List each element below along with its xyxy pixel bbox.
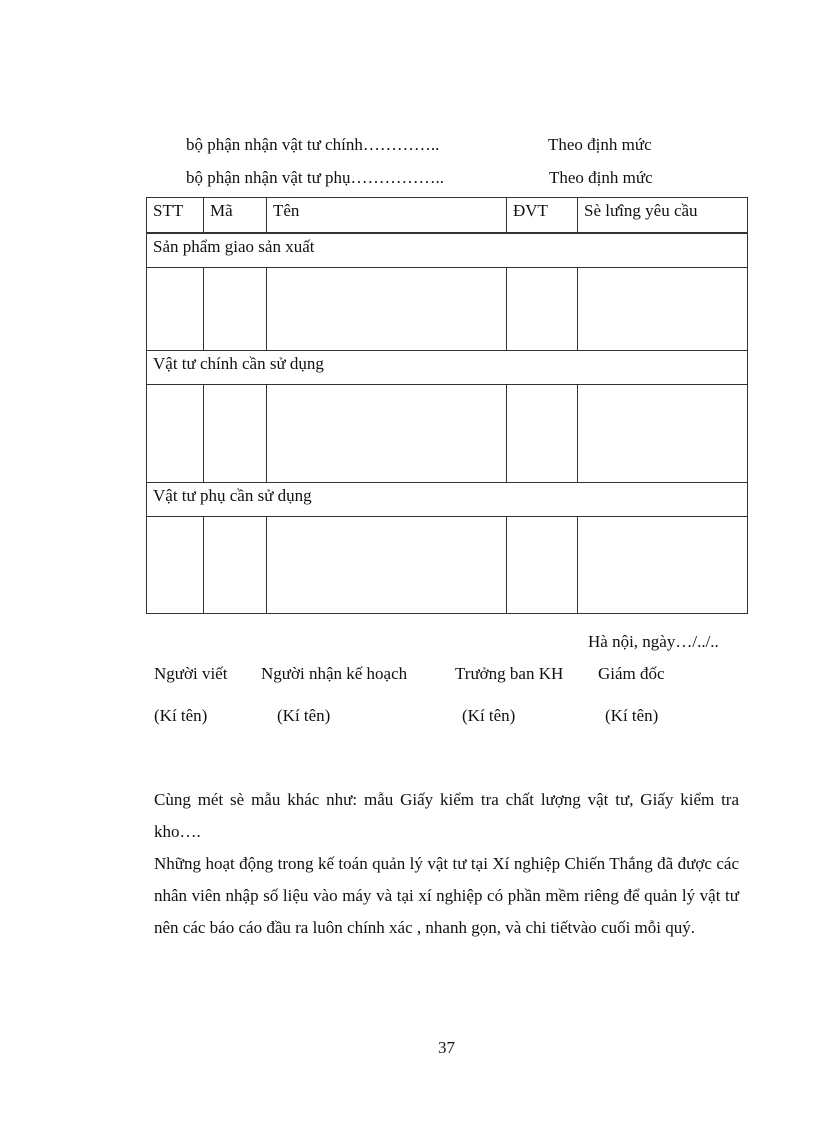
signature-note-director: (Kí tên) bbox=[605, 706, 659, 725]
main-material-norm: Theo định mức bbox=[548, 135, 652, 154]
paragraph-other-forms: Cùng mét sè mẫu khác như: mẫu Giấy kiểm tra chất lượng vật tư, Giấy kiểm tra kho…. bbox=[154, 790, 739, 841]
signature-note-receiver: (Kí tên) bbox=[277, 706, 331, 725]
signature-note-writer: (Kí tên) bbox=[154, 706, 208, 725]
signature-role-planning-head: Trưởng ban KH bbox=[455, 664, 564, 683]
table-cell bbox=[204, 268, 267, 351]
aux-material-norm: Theo định mức bbox=[549, 168, 653, 187]
table-row bbox=[147, 517, 748, 614]
table-cell bbox=[267, 517, 507, 614]
table-cell bbox=[578, 268, 748, 351]
signature-role-writer: Người viết bbox=[154, 664, 228, 683]
col-header-ten: Tên bbox=[267, 198, 507, 234]
section-row-products bbox=[147, 233, 748, 268]
table-header-row bbox=[147, 198, 748, 234]
table-cell bbox=[267, 268, 507, 351]
col-header-dvt: ĐVT bbox=[507, 198, 578, 234]
table-row bbox=[147, 385, 748, 483]
signature-role-receiver: Người nhận kế hoạch bbox=[261, 664, 408, 683]
section-label: Vật tư phụ cần sử dụng bbox=[147, 483, 748, 517]
main-material-line: bộ phận nhận vật tư chính………….. bbox=[186, 135, 440, 154]
signature-role-director: Giám đốc bbox=[598, 664, 665, 683]
table-cell bbox=[147, 385, 204, 483]
table-cell bbox=[578, 385, 748, 483]
table-cell bbox=[204, 517, 267, 614]
section-row-main-materials bbox=[147, 351, 748, 385]
table-cell bbox=[578, 517, 748, 614]
table-cell bbox=[147, 268, 204, 351]
page-number: 37 bbox=[438, 1038, 455, 1057]
section-label: Sản phẩm giao sản xuất bbox=[147, 233, 748, 268]
table-cell bbox=[147, 517, 204, 614]
table-cell bbox=[267, 385, 507, 483]
table-cell bbox=[204, 385, 267, 483]
table-cell bbox=[507, 385, 578, 483]
material-request-table bbox=[146, 197, 748, 614]
paragraph-accounting-activities: Những hoạt động trong kế toán quản lý vật tư tại Xí nghiệp Chiến Thắng đã được các nhân viên nhập số liệu vào máy và tại xí nghiệp có phần mềm riêng để quản lý vật tư nên các báo cáo đầu ra luôn chính xác , nhanh gọn, và chi tiếtvào cuối mỗi quý. bbox=[154, 854, 739, 937]
col-header-quantity: Sè lưîng yêu cầu bbox=[578, 198, 748, 234]
aux-material-line: bộ phận nhận vật tư phụ…………….. bbox=[186, 168, 445, 187]
col-header-stt: STT bbox=[147, 198, 204, 234]
section-row-aux-materials bbox=[147, 483, 748, 517]
section-label: Vật tư chính cần sử dụng bbox=[147, 351, 748, 385]
signature-note-planning-head: (Kí tên) bbox=[462, 706, 516, 725]
col-header-ma: Mã bbox=[204, 198, 267, 234]
table-cell bbox=[507, 517, 578, 614]
table-cell bbox=[507, 268, 578, 351]
date-line: Hà nội, ngày…/../.. bbox=[588, 632, 719, 651]
table-row bbox=[147, 268, 748, 351]
